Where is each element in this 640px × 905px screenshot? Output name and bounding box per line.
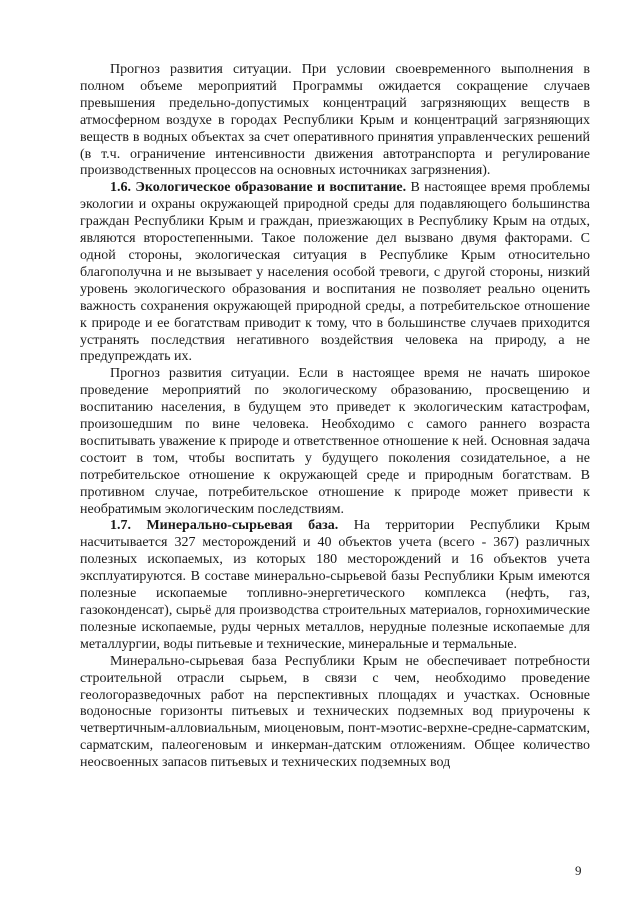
paragraph-text: Прогноз развития ситуации. Если в настоящее время не начать широкое проведение мероприятий по экологическому образованию, просвещению и воспитанию населения, в будущем это приведет к экологическим катастрофам, произошедшим по вине человека. Необходимо с самого раннего возраста воспитывать уважение к природе и ответственное отношение к ней. Основная задача состоит в том, чтобы воспитать у будущего поколения созидательное, а не потребительское отношение к окружающей среде и природным богатствам. В противном случае, потребительское отношение к природе может привести к необратимым экологическим последствиям. <box>80 366 590 517</box>
paragraph-air-forecast <box>80 62 590 180</box>
paragraph-text: Минерально-сырьевая база Республики Крым не обеспечивает потребности строительной отрасли сырьем, в связи с чем, необходимо проведение геологоразведочных работ на перспективных площадях и участках. Основные водоносные горизонты питьевых и технических подземных вод приурочены к четвертичным-алловиальным, миоценовым, понт-мэотис-верхне-средне-сарматским, сарматским, палеогеновым и инкерман-датским отложениям. Общее количество неосвоенных запасов питьевых и технических подземных вод <box>80 653 590 771</box>
paragraph-education-forecast <box>80 366 590 518</box>
paragraph-mineral-needs <box>80 654 590 772</box>
paragraph-ecological-education <box>80 180 590 366</box>
paragraph-text: Прогноз развития ситуации. При условии своевременного выполнения в полном объеме мероприятий Программы ожидается сокращение случаев превышения предельно-допустимых концентраций загрязняющих веществ в атмосферном воздухе в городах Республики Крым и концентраций загрязняющих веществ в водных объектах за счет оперативного принятия управленческих решений (в т.ч. ограничение интенсивности движения автотранспорта и регулирование производственных процессов на основных источниках загрязнения). <box>80 62 590 179</box>
paragraph-mineral-base <box>80 518 590 653</box>
section-heading-1-6: 1.6. Экологическое образование и воспитание. <box>110 180 407 196</box>
paragraph-text: На территории Республики Крым насчитывается 327 месторождений и 40 объектов учета (всего - 367) различных полезных ископаемых, из которых 180 месторождений и 16 объектов учета эксплуатируются. В составе минерально-сырьевой базы Республики Крым имеются полезные ископаемые топливно-энергетического комплекса (нефть, газ, газоконденсат), сырьё для производства строительных материалов, горнохимические полезные ископаемые, руды черных металлов, нерудные полезные ископаемые для металлургии, воды питьевые и технические, минеральные и термальные. <box>80 518 591 652</box>
section-heading-1-7: 1.7. Минерально-сырьевая база. <box>110 518 339 534</box>
paragraph-text: В настоящее время проблемы экологии и охраны окружающей природной среды для подавляющего большинства граждан Республики Крым и граждан, приезжающих в Республику Крым на отдых, являются второстепенными. Такое положение дел вызвано двумя факторами. С одной стороны, экологическая ситуация в Республике Крым относительно благополучна и не вызывает у населения особой тревоги, с другой стороны, низкий уровень экологического образования и воспитания не позволяет реально оценить важность сохранения окружающей природной среды, а потребительское отношение к природе и ее богатствам приводит к тому, что в большинстве случаев приходится устранять последствия негативного воздействия человека на природу, а не предупреждать их. <box>80 180 590 365</box>
page-number: 9 <box>575 863 582 878</box>
